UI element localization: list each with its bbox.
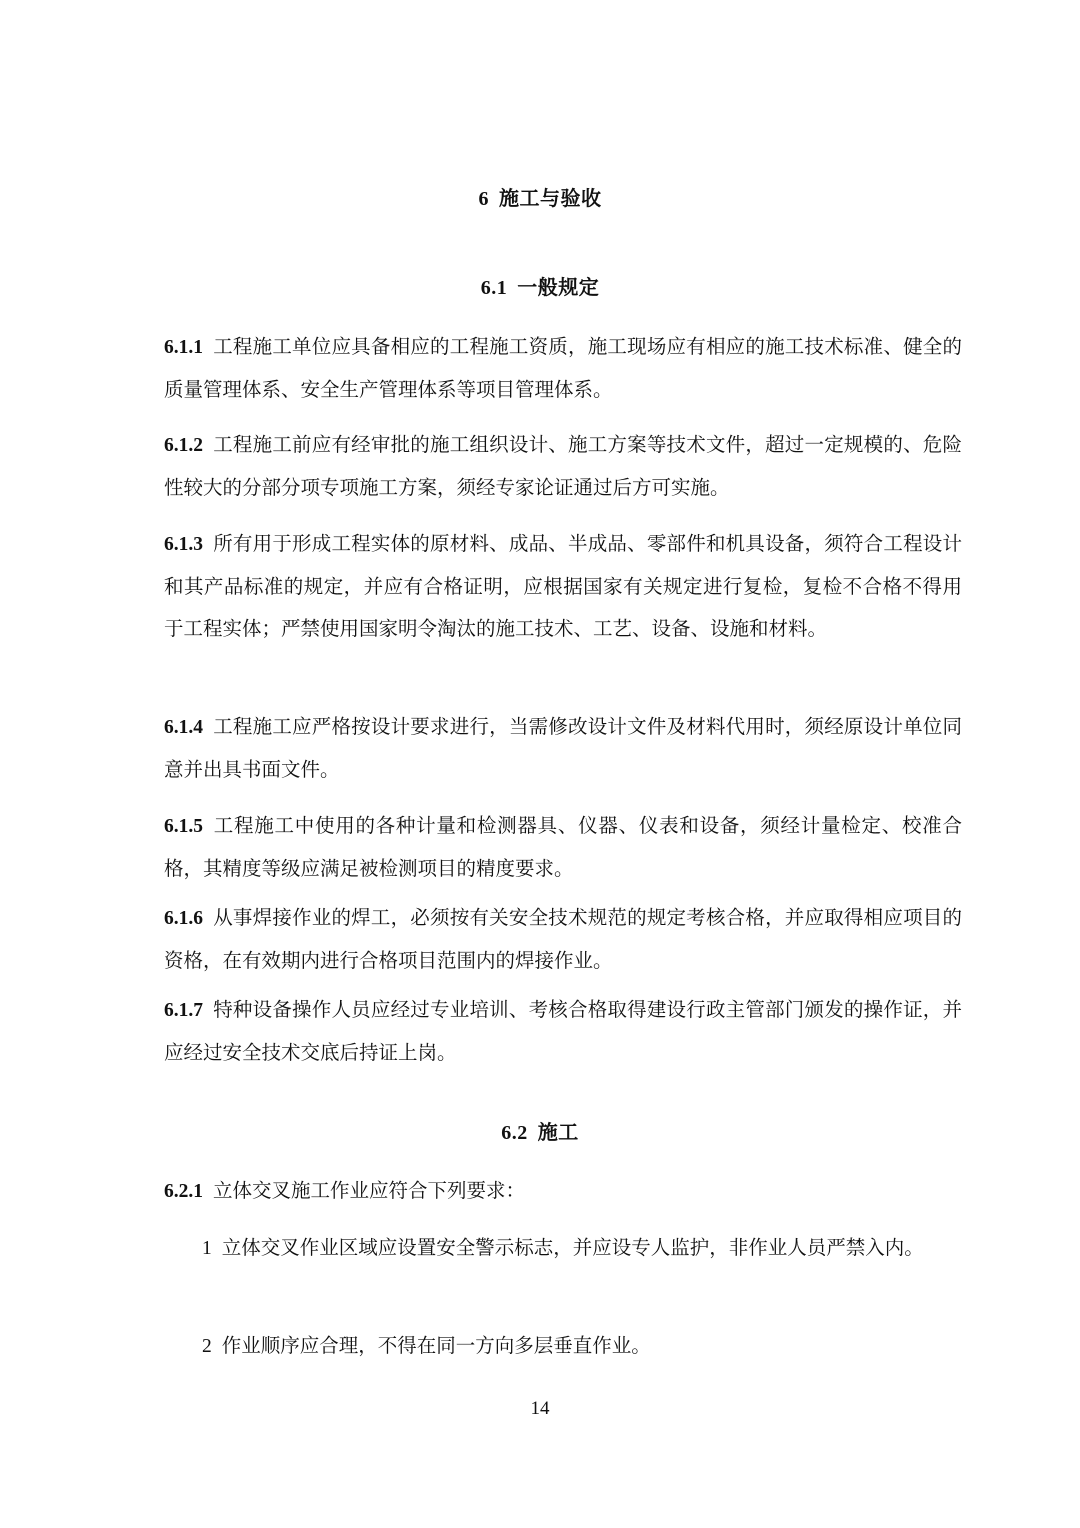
clause xyxy=(164,424,962,509)
item-number: 1 xyxy=(202,1238,212,1259)
clause-text: 从事焊接作业的焊工，必须按有关安全技术规范的规定考核合格，并应取得相应项目的资格，在有效期内进行合格项目范围内的焊接作业。 xyxy=(164,906,962,972)
clause-number: 6.1.5 xyxy=(164,816,203,837)
chapter-heading xyxy=(0,182,1080,211)
clause-text: 特种设备操作人员应经过专业培训、考核合格取得建设行政主管部门颁发的操作证，并应经过安全技术交底后持证上岗。 xyxy=(164,998,962,1064)
clause xyxy=(164,1170,962,1213)
chapter-number: 6 xyxy=(478,188,489,210)
page-number: 14 xyxy=(530,1398,550,1419)
section-title: 一般规定 xyxy=(517,275,600,299)
clause-number: 6.1.6 xyxy=(164,908,203,929)
list-item xyxy=(164,1227,962,1270)
clause-text: 立体交叉施工作业应符合下列要求： xyxy=(213,1179,526,1202)
item-text: 立体交叉作业区域应设置安全警示标志，并应设专人监护，非作业人员严禁入内。 xyxy=(221,1236,924,1259)
item-text: 作业顺序应合理，不得在同一方向多层垂直作业。 xyxy=(221,1334,651,1357)
clause-text: 工程施工应严格按设计要求进行，当需修改设计文件及材料代用时，须经原设计单位同意并出具书面文件。 xyxy=(164,715,962,781)
clause-number: 6.1.7 xyxy=(164,1000,203,1021)
section-heading xyxy=(0,271,1080,300)
clause xyxy=(164,805,962,890)
clause-text: 工程施工单位应具备相应的工程施工资质，施工现场应有相应的施工技术标准、健全的质量管理体系、安全生产管理体系等项目管理体系。 xyxy=(164,335,962,401)
clause xyxy=(164,706,962,791)
section-title: 施工 xyxy=(537,1120,579,1144)
item-number: 2 xyxy=(202,1336,212,1357)
clause-number: 6.1.4 xyxy=(164,717,203,738)
clause-text: 所有用于形成工程实体的原材料、成品、半成品、零部件和机具设备，须符合工程设计和其产品标准的规定，并应有合格证明，应根据国家有关规定进行复检，复检不合格不得用于工程实体；严禁使用国家明令淘汰的施工技术、工艺、设备、设施和材料。 xyxy=(164,532,962,640)
clause xyxy=(164,523,962,650)
list-item xyxy=(164,1325,962,1368)
chapter-title: 施工与验收 xyxy=(499,186,602,210)
clause-number: 6.1.3 xyxy=(164,534,203,555)
clause-text: 工程施工中使用的各种计量和检测器具、仪器、仪表和设备，须经计量检定、校准合格，其精度等级应满足被检测项目的精度要求。 xyxy=(164,814,962,880)
clause-number: 6.2.1 xyxy=(164,1181,203,1202)
clause xyxy=(164,989,962,1074)
section-number: 6.2 xyxy=(501,1122,528,1144)
clause-text: 工程施工前应有经审批的施工组织设计、施工方案等技术文件，超过一定规模的、危险性较大的分部分项专项施工方案，须经专家论证通过后方可实施。 xyxy=(164,433,962,499)
clause xyxy=(164,326,962,411)
section-number: 6.1 xyxy=(480,277,508,299)
clause-number: 6.1.1 xyxy=(164,337,203,358)
section-heading xyxy=(0,1116,1080,1145)
clause xyxy=(164,897,962,982)
clause-number: 6.1.2 xyxy=(164,435,203,456)
